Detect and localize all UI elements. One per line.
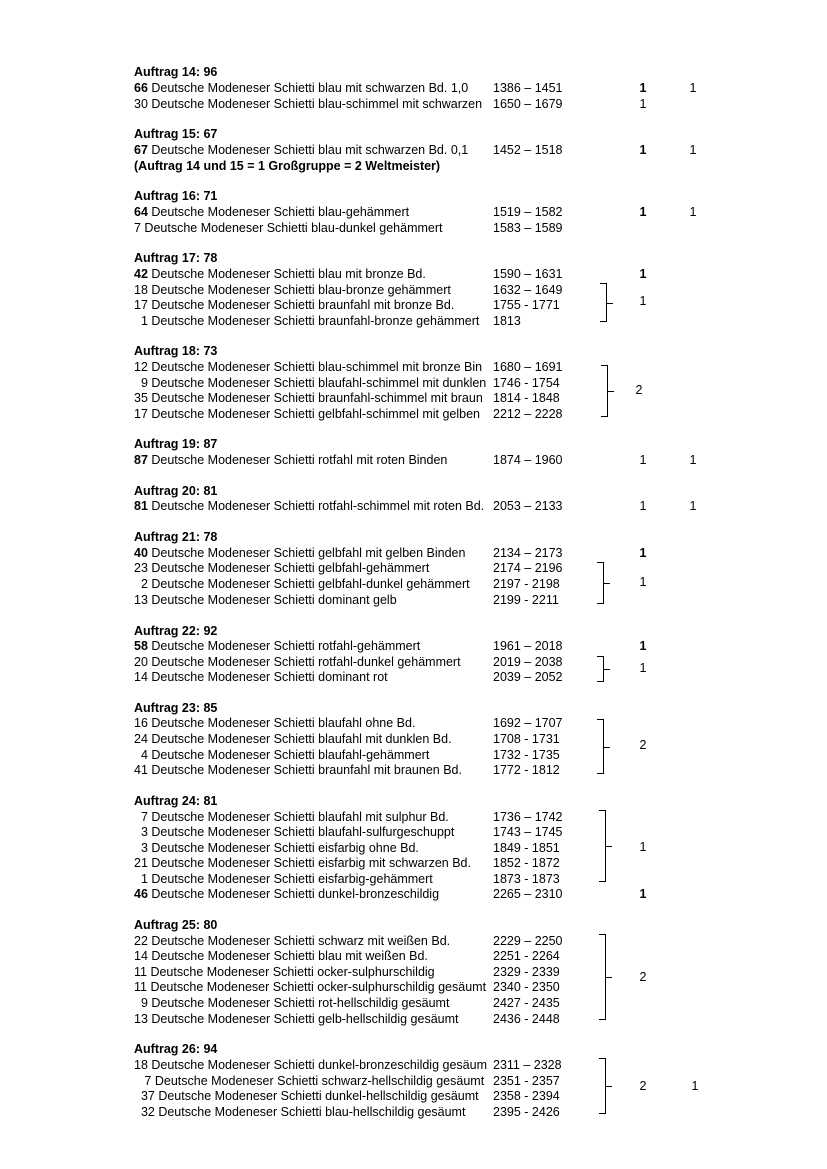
item-text: Deutsche Modeneser Schietti blaufahl-sulfurgeschuppt: [147, 825, 455, 839]
item-text: Deutsche Modeneser Schietti blau-schimmel mit schwarzen: [147, 97, 483, 111]
item-text: Deutsche Modeneser Schietti braunfahl mit braunen Bd.: [147, 763, 462, 777]
ring-range: 1680 – 1691: [493, 360, 563, 374]
item-count: 13: [134, 593, 148, 607]
item-text: Deutsche Modeneser Schietti blaufahl-schimmel mit dunklen: [147, 376, 487, 390]
order-header: Auftrag 22: 92: [134, 624, 218, 638]
ring-range: 2251 - 2264: [493, 949, 560, 963]
list-item: [134, 886, 439, 902]
item-count: 18: [134, 283, 148, 297]
list-item: [134, 840, 419, 856]
ring-range: 2199 - 2211: [493, 593, 559, 607]
list-item: [134, 871, 433, 887]
col1-value: 1: [639, 887, 647, 901]
list-item: [134, 715, 415, 731]
item-text: Deutsche Modeneser Schietti braunfahl mit bronze Bd.: [147, 298, 455, 312]
ring-range: 1386 – 1451: [493, 81, 563, 95]
ring-range: 1632 – 1649: [493, 283, 563, 297]
item-count: 14: [134, 949, 148, 963]
item-count: 40: [134, 546, 148, 560]
list-item: [134, 933, 450, 949]
ring-range: 2265 – 2310: [493, 887, 563, 901]
item-text: Deutsche Modeneser Schietti blau-gehämmert: [147, 205, 410, 219]
item-text: Deutsche Modeneser Schietti blau mit bronze Bd.: [147, 267, 426, 281]
item-text: Deutsche Modeneser Schietti eisfarbig mit schwarzen Bd.: [147, 856, 471, 870]
ring-range: 2358 - 2394: [493, 1089, 560, 1103]
bracket-label: 2: [639, 1079, 647, 1093]
group-bracket: [600, 283, 607, 322]
ring-range: 1961 – 2018: [493, 639, 563, 653]
col2-value: 1: [691, 1079, 699, 1093]
list-item: [134, 266, 426, 282]
list-item: [134, 1104, 465, 1120]
item-text: Deutsche Modeneser Schietti dunkel-bronzeschildig: [147, 887, 440, 901]
list-item: [134, 747, 429, 763]
list-item: [134, 638, 420, 654]
list-item: [134, 220, 443, 236]
ring-range: 1708 - 1731: [493, 732, 560, 746]
item-text: Deutsche Modeneser Schietti braunfahl-schimmel mit braun: [147, 391, 483, 405]
col1-value: 1: [639, 499, 647, 513]
item-text: Deutsche Modeneser Schietti blau-hellschildig gesäumt: [154, 1105, 466, 1119]
ring-range: 1692 – 1707: [493, 716, 563, 730]
ring-range: 2427 - 2435: [493, 996, 560, 1010]
item-count: 3: [134, 825, 148, 839]
ring-range: 2019 – 2038: [493, 655, 563, 669]
list-item: [134, 80, 468, 96]
list-item: [134, 452, 447, 468]
item-text: Deutsche Modeneser Schietti blaufahl mit sulphur Bd.: [147, 810, 449, 824]
ring-range: 2340 - 2350: [493, 980, 560, 994]
col2-value: 1: [689, 81, 697, 95]
item-count: 2: [134, 577, 148, 591]
list-item: [134, 545, 465, 561]
bracket-label: 2: [639, 970, 647, 984]
item-text: Deutsche Modeneser Schietti gelb-hellschildig gesäumt: [147, 1012, 459, 1026]
col1-value: 1: [639, 453, 647, 467]
item-text: Deutsche Modeneser Schietti schwarz mit weißen Bd.: [147, 934, 451, 948]
group-bracket: [597, 562, 604, 604]
item-count: 1: [134, 314, 148, 328]
item-count: 24: [134, 732, 148, 746]
item-count: 16: [134, 716, 148, 730]
item-count: 32: [134, 1105, 155, 1119]
list-item: [134, 948, 428, 964]
order-header: Auftrag 23: 85: [134, 701, 218, 715]
item-count: 17: [134, 298, 148, 312]
item-text: Deutsche Modeneser Schietti rotfahl mit roten Binden: [147, 453, 448, 467]
col1-value: 1: [639, 546, 647, 560]
list-item: [134, 282, 451, 298]
item-count: 13: [134, 1012, 148, 1026]
ring-range: 2053 – 2133: [493, 499, 563, 513]
list-item: [134, 592, 397, 608]
item-text: Deutsche Modeneser Schietti blau mit weißen Bd.: [147, 949, 428, 963]
ring-range: 2197 - 2198: [493, 577, 560, 591]
item-text: Deutsche Modeneser Schietti rotfahl-schimmel mit roten Bd.: [147, 499, 485, 513]
group-bracket: [597, 719, 604, 774]
item-count: 11: [134, 980, 147, 994]
item-count: 12: [134, 360, 148, 374]
item-count: 81: [134, 499, 148, 513]
list-item: [134, 762, 462, 778]
item-count: 18: [134, 1058, 148, 1072]
order-header: Auftrag 20: 81: [134, 484, 218, 498]
item-count: 23: [134, 561, 148, 575]
list-item: [134, 375, 486, 391]
bracket-label: 1: [639, 661, 647, 675]
ring-range: 1814 - 1848: [493, 391, 560, 405]
item-count: 14: [134, 670, 148, 684]
group-bracket: [599, 934, 606, 1020]
list-item: [134, 824, 454, 840]
col2-value: 1: [689, 499, 697, 513]
order-header: Auftrag 17: 78: [134, 251, 218, 265]
item-text: Deutsche Modeneser Schietti eisfarbig-gehämmert: [147, 872, 433, 886]
item-text: Deutsche Modeneser Schietti blaufahl ohne Bd.: [147, 716, 416, 730]
list-item: [134, 359, 482, 375]
list-item: [134, 654, 461, 670]
item-count: 42: [134, 267, 148, 281]
list-item: [134, 964, 435, 980]
order-header: Auftrag 19: 87: [134, 437, 218, 451]
item-count: 58: [134, 639, 148, 653]
col2-value: 1: [689, 453, 697, 467]
list-item: [134, 142, 468, 158]
list-item: [134, 204, 409, 220]
item-text: Deutsche Modeneser Schietti gelbfahl mit gelben Binden: [147, 546, 466, 560]
ring-range: 1873 - 1873: [493, 872, 560, 886]
col1-value: 1: [639, 143, 647, 157]
ring-range: 1849 - 1851: [493, 841, 560, 855]
group-bracket: [601, 365, 608, 417]
list-item: [134, 669, 388, 685]
ring-range: 2212 – 2228: [493, 407, 563, 421]
item-text: Deutsche Modeneser Schietti rotfahl-dunkel gehämmert: [147, 655, 461, 669]
col1-value: 1: [639, 97, 647, 111]
item-count: 11: [134, 965, 147, 979]
order-header: Auftrag 16: 71: [134, 189, 218, 203]
item-count: 9: [134, 996, 148, 1010]
group-bracket: [597, 656, 604, 682]
col1-value: 1: [639, 267, 647, 281]
ring-range: 1452 – 1518: [493, 143, 563, 157]
item-count: 67: [134, 143, 148, 157]
item-text: Deutsche Modeneser Schietti gelbfahl-dunkel gehämmert: [147, 577, 470, 591]
ring-range: 1583 – 1589: [493, 221, 563, 235]
list-item: [134, 809, 449, 825]
ring-range: 2229 – 2250: [493, 934, 563, 948]
item-count: 21: [134, 856, 148, 870]
item-count: 30: [134, 97, 148, 111]
ring-range: 2174 – 2196: [493, 561, 563, 575]
list-item: [134, 1011, 459, 1027]
order-header: Auftrag 14: 96: [134, 65, 218, 79]
item-text: Deutsche Modeneser Schietti schwarz-hellschildig gesäumt: [151, 1074, 485, 1088]
item-count: 7: [134, 810, 148, 824]
ring-range: 1746 - 1754: [493, 376, 560, 390]
order-header: Auftrag 24: 81: [134, 794, 218, 808]
bracket-label: 2: [639, 738, 647, 752]
col1-value: 1: [639, 639, 647, 653]
item-text: Deutsche Modeneser Schietti dominant gelb: [147, 593, 397, 607]
item-count: 35: [134, 391, 148, 405]
item-text: Deutsche Modeneser Schietti gelbfahl-schimmel mit gelben: [147, 407, 481, 421]
item-count: 37: [134, 1089, 155, 1103]
item-count: 4: [134, 748, 148, 762]
ring-range: 2039 – 2052: [493, 670, 563, 684]
item-text: Deutsche Modeneser Schietti ocker-sulphurschildig: [146, 965, 435, 979]
order-header: Auftrag 18: 73: [134, 344, 218, 358]
item-count: 9: [134, 376, 148, 390]
col2-value: 1: [689, 143, 697, 157]
list-item: [134, 855, 471, 871]
item-text: Deutsche Modeneser Schietti blau-dunkel gehämmert: [140, 221, 443, 235]
item-text: Deutsche Modeneser Schietti blau mit schwarzen Bd. 1,0: [147, 81, 469, 95]
item-text: Deutsche Modeneser Schietti dunkel-hellschildig gesäumt: [154, 1089, 479, 1103]
ring-range: 1650 – 1679: [493, 97, 563, 111]
bracket-label: 2: [635, 383, 643, 397]
item-count: 87: [134, 453, 148, 467]
item-text: Deutsche Modeneser Schietti blau-bronze gehämmert: [147, 283, 451, 297]
ring-range: 1874 – 1960: [493, 453, 563, 467]
item-count: 7: [134, 221, 141, 235]
item-count: 41: [134, 763, 148, 777]
col1-value: 1: [639, 205, 647, 219]
ring-range: 2351 - 2357: [493, 1074, 560, 1088]
ring-range: 2134 – 2173: [493, 546, 563, 560]
item-text: Deutsche Modeneser Schietti rot-hellschildig gesäumt: [147, 996, 450, 1010]
list-item: [134, 406, 480, 422]
list-item: [134, 498, 484, 514]
order-header: Auftrag 25: 80: [134, 918, 218, 932]
item-text: Deutsche Modeneser Schietti ocker-sulphurschildig gesäumt: [146, 980, 487, 994]
list-item: [134, 96, 482, 112]
order-header: Auftrag 15: 67: [134, 127, 218, 141]
item-text: Deutsche Modeneser Schietti braunfahl-bronze gehämmert: [147, 314, 480, 328]
item-text: Deutsche Modeneser Schietti rotfahl-gehämmert: [147, 639, 421, 653]
ring-range: 2311 – 2328: [493, 1058, 562, 1072]
item-text: Deutsche Modeneser Schietti blaufahl-gehämmert: [147, 748, 430, 762]
list-item: [134, 560, 429, 576]
list-item: [134, 1073, 484, 1089]
list-item: [134, 1057, 487, 1073]
item-count: 46: [134, 887, 148, 901]
ring-range: 2329 - 2339: [493, 965, 560, 979]
list-item: [134, 576, 470, 592]
item-text: Deutsche Modeneser Schietti blau-schimmel mit bronze Bin: [147, 360, 483, 374]
ring-range: 2395 - 2426: [493, 1105, 560, 1119]
item-text: Deutsche Modeneser Schietti gelbfahl-gehämmert: [147, 561, 430, 575]
item-count: 3: [134, 841, 148, 855]
order-header: Auftrag 21: 78: [134, 530, 218, 544]
item-text: Deutsche Modeneser Schietti blaufahl mit dunklen Bd.: [147, 732, 452, 746]
bracket-label: 1: [639, 575, 647, 589]
ring-range: 1732 - 1735: [493, 748, 560, 762]
item-count: 66: [134, 81, 148, 95]
list-item: [134, 297, 454, 313]
item-count: 64: [134, 205, 148, 219]
ring-range: 2436 - 2448: [493, 1012, 560, 1026]
item-count: 7: [134, 1074, 152, 1088]
order-note: (Auftrag 14 und 15 = 1 Großgruppe = 2 Weltmeister): [134, 159, 441, 173]
list-item: [134, 1088, 479, 1104]
item-text: Deutsche Modeneser Schietti dominant rot: [147, 670, 388, 684]
ring-range: 1755 - 1771: [493, 298, 560, 312]
item-count: 20: [134, 655, 148, 669]
group-bracket: [599, 810, 606, 882]
list-item: [134, 313, 479, 329]
item-text: Deutsche Modeneser Schietti dunkel-bronzeschildig gesäum: [147, 1058, 487, 1072]
list-item: [134, 979, 486, 995]
ring-range: 1772 - 1812: [493, 763, 560, 777]
order-header: Auftrag 26: 94: [134, 1042, 218, 1056]
col1-value: 1: [639, 81, 647, 95]
ring-range: 1743 – 1745: [493, 825, 563, 839]
list-item: [134, 731, 452, 747]
list-item: [134, 390, 483, 406]
col2-value: 1: [689, 205, 697, 219]
ring-range: 1852 - 1872: [493, 856, 560, 870]
item-text: Deutsche Modeneser Schietti blau mit schwarzen Bd. 0,1: [147, 143, 469, 157]
item-count: 17: [134, 407, 148, 421]
ring-range: 1590 – 1631: [493, 267, 563, 281]
ring-range: 1813: [493, 314, 521, 328]
bracket-label: 1: [639, 840, 647, 854]
item-text: Deutsche Modeneser Schietti eisfarbig ohne Bd.: [147, 841, 419, 855]
item-count: 1: [134, 872, 148, 886]
list-item: [134, 995, 449, 1011]
bracket-label: 1: [639, 294, 647, 308]
ring-range: 1519 – 1582: [493, 205, 563, 219]
ring-range: 1736 – 1742: [493, 810, 563, 824]
group-bracket: [599, 1058, 606, 1114]
item-count: 22: [134, 934, 148, 948]
